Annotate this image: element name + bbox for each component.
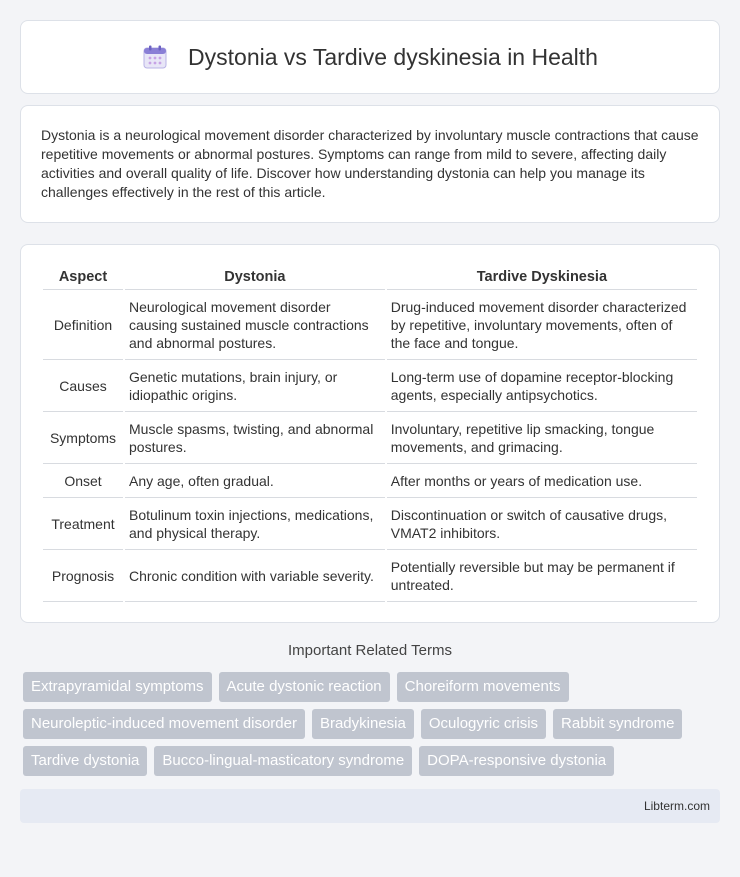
term-tag[interactable]: DOPA-responsive dystonia [419, 746, 614, 776]
row-aspect: Treatment [43, 498, 123, 550]
footer-site-link[interactable]: Libterm.com [643, 799, 710, 813]
row-tardive: Long-term use of dopamine receptor-blocking agents, especially antipsychotics. [387, 360, 697, 412]
comparison-card [20, 244, 720, 623]
row-aspect: Symptoms [43, 412, 123, 464]
header-aspect: Aspect [43, 265, 123, 290]
row-tardive: Discontinuation or switch of causative drugs, VMAT2 inhibitors. [387, 498, 697, 550]
term-tag[interactable]: Neuroleptic-induced movement disorder [23, 709, 305, 739]
row-tardive: Potentially reversible but may be permanent if untreated. [387, 550, 697, 602]
page-title: Dystonia vs Tardive dyskinesia in Health [188, 43, 598, 70]
related-terms-heading: Important Related Terms [288, 642, 452, 659]
header-tardive-dyskinesia: Tardive Dyskinesia [387, 265, 697, 290]
row-tardive: After months or years of medication use. [387, 464, 697, 498]
table-row [43, 550, 697, 602]
term-tag[interactable]: Extrapyramidal symptoms [23, 672, 212, 702]
term-tag[interactable]: Bucco-lingual-masticatory syndrome [154, 746, 412, 776]
table-row [43, 360, 697, 412]
table-row [43, 464, 697, 498]
term-tag[interactable]: Acute dystonic reaction [219, 672, 390, 702]
row-dystonia: Any age, often gradual. [125, 464, 385, 498]
table-row [43, 412, 697, 464]
row-aspect: Definition [43, 290, 123, 360]
intro-card [20, 105, 720, 223]
row-dystonia: Muscle spasms, twisting, and abnormal postures. [125, 412, 385, 464]
row-dystonia: Genetic mutations, brain injury, or idiopathic origins. [125, 360, 385, 412]
row-tardive: Drug-induced movement disorder characterized by repetitive, involuntary movements, often of the face and tongue. [387, 290, 697, 360]
related-terms-list [20, 672, 720, 776]
term-tag[interactable]: Choreiform movements [397, 672, 569, 702]
row-aspect: Onset [43, 464, 123, 498]
related-terms-section [20, 642, 720, 776]
table-row [43, 498, 697, 550]
table-header-row [43, 265, 697, 290]
row-dystonia: Botulinum toxin injections, medications, and physical therapy. [125, 498, 385, 550]
row-tardive: Involuntary, repetitive lip smacking, tongue movements, and grimacing. [387, 412, 697, 464]
intro-text: Dystonia is a neurological movement disorder characterized by involuntary muscle contractions that cause repetitive movements or abnormal postures. Symptoms can range from mild to severe, affecting daily activities and overall quality of life. Discover how understanding dystonia can help you manage its challenges effectively in the rest of this article. [41, 127, 699, 200]
term-tag[interactable]: Oculogyric crisis [421, 709, 546, 739]
comparison-table [41, 265, 699, 602]
term-tag[interactable]: Tardive dystonia [23, 746, 147, 776]
footer [20, 789, 720, 823]
table-row [43, 290, 697, 360]
term-tag[interactable]: Bradykinesia [312, 709, 414, 739]
row-aspect: Causes [43, 360, 123, 412]
row-dystonia: Neurological movement disorder causing sustained muscle contractions and abnormal postures. [125, 290, 385, 360]
calendar-icon [142, 44, 168, 70]
header-dystonia: Dystonia [125, 265, 385, 290]
row-aspect: Prognosis [43, 550, 123, 602]
term-tag[interactable]: Rabbit syndrome [553, 709, 682, 739]
title-card [20, 20, 720, 94]
row-dystonia: Chronic condition with variable severity. [125, 550, 385, 602]
